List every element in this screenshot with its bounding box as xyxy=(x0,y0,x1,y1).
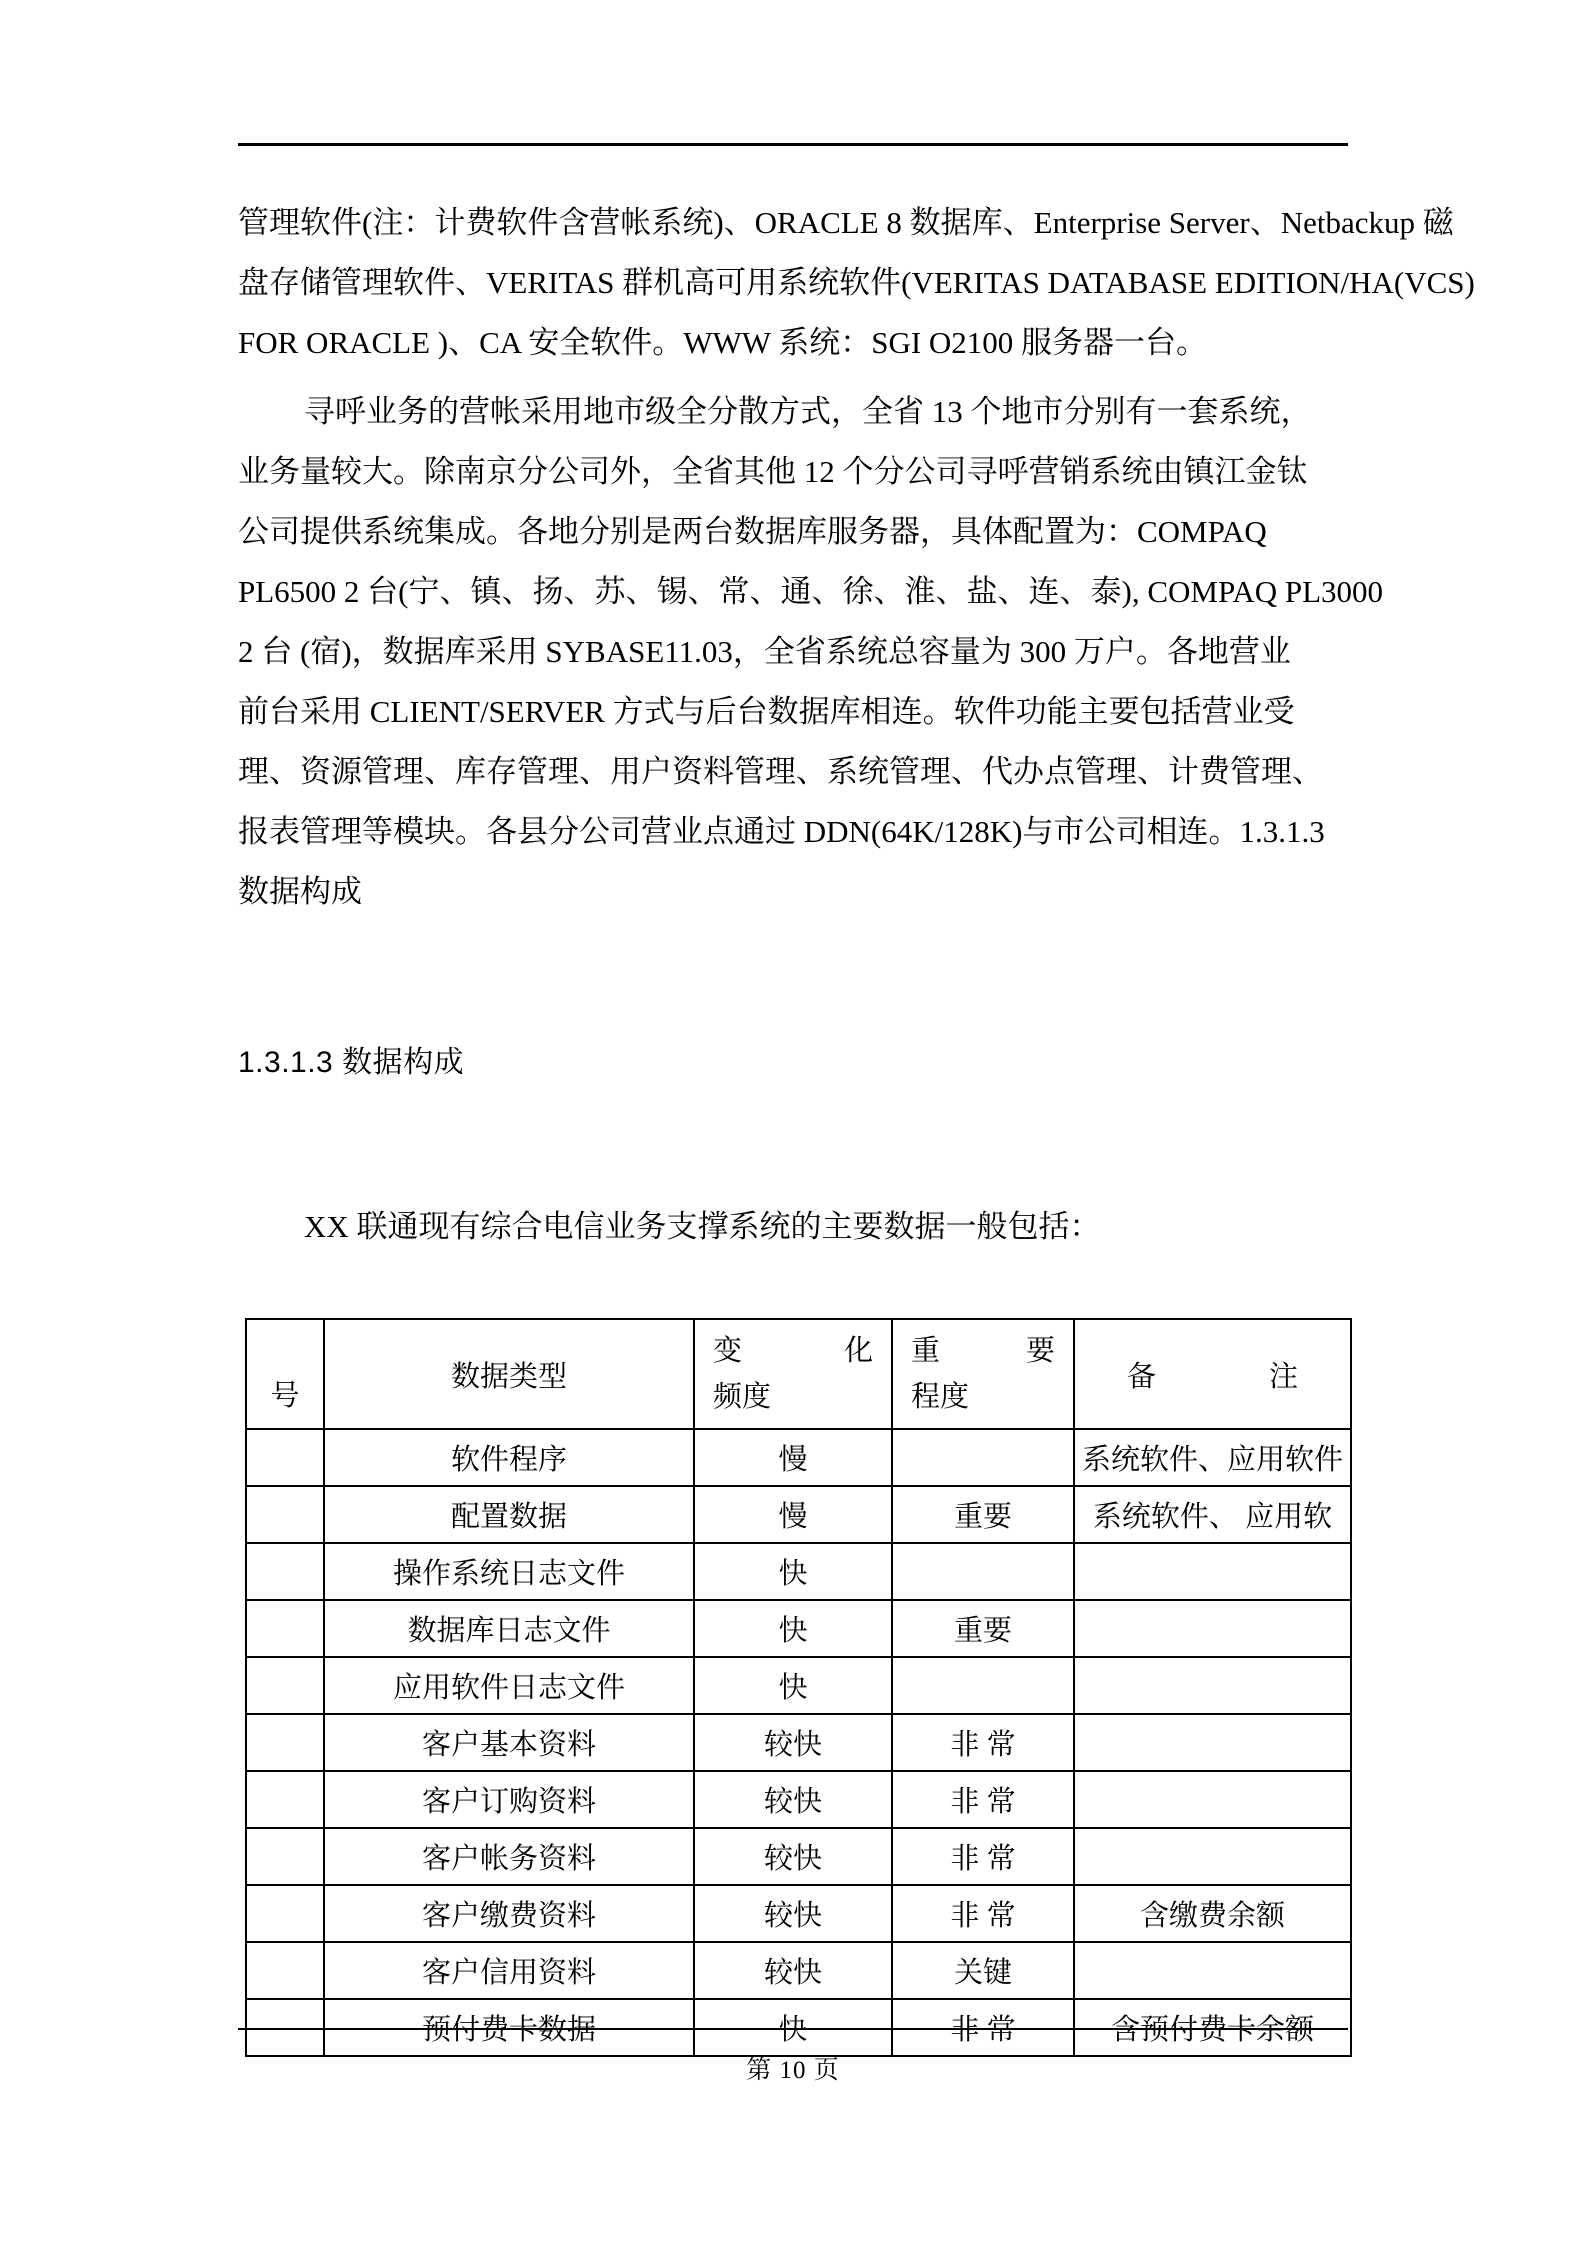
cell-importance xyxy=(892,1714,1074,1771)
paragraph-line: 前台采用 CLIENT/SERVER 方式与后台数据库相连。软件功能主要包括营业受 xyxy=(238,694,1295,729)
cell-frequency xyxy=(694,1714,892,1771)
page-footer: 第 10 页 xyxy=(746,2057,840,2084)
cell-importance-label: 非 常 xyxy=(950,1900,1016,1932)
cell-frequency-label: 较快 xyxy=(763,1786,822,1818)
cell-frequency-label: 慢 xyxy=(778,1501,808,1533)
cell-no xyxy=(246,1600,324,1657)
cell-note-label: 系统软件、 应用软 xyxy=(1092,1501,1333,1533)
cell-data-type xyxy=(324,1657,694,1714)
cell-importance xyxy=(892,1486,1074,1543)
cell-note-label: 系统软件、应用软件 xyxy=(1081,1444,1343,1476)
cell-importance-label: 非 常 xyxy=(950,1729,1016,1761)
cell-importance-label: 非 常 xyxy=(950,1843,1016,1875)
data-composition-table xyxy=(245,1318,1352,2057)
cell-data-type xyxy=(324,1429,694,1486)
cell-frequency-label: 较快 xyxy=(763,1957,822,1989)
header-cell-type xyxy=(324,1319,694,1429)
cell-importance xyxy=(892,1543,1074,1600)
paragraph-line: 2 台 (宿)，数据库采用 SYBASE11.03，全省系统总容量为 300 万户。各地营业 xyxy=(238,634,1291,669)
cell-no xyxy=(246,1429,324,1486)
header-cell-importance xyxy=(892,1319,1074,1429)
cell-note-label: 含预付费卡余额 xyxy=(1110,2014,1314,2046)
cell-frequency xyxy=(694,1885,892,1942)
cell-data-type-label: 应用软件日志文件 xyxy=(392,1672,625,1704)
cell-frequency-label: 较快 xyxy=(763,1843,822,1875)
cell-frequency-label: 快 xyxy=(778,1558,808,1590)
paragraph-paging-business xyxy=(238,382,1384,922)
table-row xyxy=(246,1771,1351,1828)
table-header xyxy=(246,1319,1351,1429)
cell-note xyxy=(1074,1543,1351,1600)
cell-note xyxy=(1074,1657,1351,1714)
cell-importance xyxy=(892,1828,1074,1885)
cell-note xyxy=(1074,1600,1351,1657)
cell-frequency xyxy=(694,1543,892,1600)
cell-importance-label: 关键 xyxy=(953,1957,1012,1989)
cell-importance xyxy=(892,1942,1074,1999)
cell-data-type-label: 客户基本资料 xyxy=(421,1729,596,1761)
paragraph-line: 业务量较大。除南京分公司外，全省其他 12 个分公司寻呼营销系统由镇江金钛 xyxy=(238,454,1308,489)
paragraph-line: 盘存储管理软件、VERITAS 群机高可用系统软件(VERITAS DATABASE EDITION/HA(VCS) xyxy=(238,265,1475,300)
table-row xyxy=(246,1600,1351,1657)
cell-note xyxy=(1074,1942,1351,1999)
cell-data-type xyxy=(324,1771,694,1828)
paragraph-line: 报表管理等模块。各县分公司营业点通过 DDN(64K/128K)与市公司相连。1.3.1.3 xyxy=(238,814,1325,849)
cell-data-type-label: 数据库日志文件 xyxy=(407,1615,611,1647)
cell-no xyxy=(246,1828,324,1885)
cell-importance-label: 重要 xyxy=(953,1501,1012,1533)
cell-frequency xyxy=(694,1429,892,1486)
cell-frequency xyxy=(694,1828,892,1885)
cell-data-type xyxy=(324,1942,694,1999)
header-cell-note xyxy=(1074,1319,1351,1429)
cell-data-type xyxy=(324,1486,694,1543)
header-label-frequency-line1: 变 化 xyxy=(713,1335,873,1367)
cell-importance xyxy=(892,1429,1074,1486)
cell-no xyxy=(246,1771,324,1828)
footer-divider xyxy=(238,2028,1348,2030)
cell-data-type-label: 软件程序 xyxy=(450,1444,567,1476)
table-row xyxy=(246,1486,1351,1543)
cell-frequency xyxy=(694,1942,892,1999)
cell-note xyxy=(1074,1771,1351,1828)
cell-frequency-label: 较快 xyxy=(763,1729,822,1761)
cell-importance xyxy=(892,1657,1074,1714)
cell-data-type xyxy=(324,1600,694,1657)
paragraph-line: PL6500 2 台(宁、镇、扬、苏、锡、常、通、徐、淮、盐、连、泰), COMPAQ PL3000 xyxy=(238,574,1384,609)
cell-note xyxy=(1074,1828,1351,1885)
cell-no xyxy=(246,1942,324,1999)
paragraph-line: 理、资源管理、库存管理、用户资料管理、系统管理、代办点管理、计费管理、 xyxy=(238,754,1323,789)
cell-data-type-label: 配置数据 xyxy=(450,1501,567,1533)
header-cell-frequency xyxy=(694,1319,892,1429)
cell-importance xyxy=(892,1885,1074,1942)
cell-data-type-label: 客户缴费资料 xyxy=(421,1900,596,1932)
cell-frequency-label: 快 xyxy=(778,1672,808,1704)
cell-data-type-label: 预付费卡数据 xyxy=(421,2014,596,2046)
cell-frequency xyxy=(694,1600,892,1657)
paragraph-line: 寻呼业务的营帐采用地市级全分散方式，全省 13 个地市分别有一套系统， xyxy=(304,394,1312,429)
cell-no xyxy=(246,1657,324,1714)
cell-data-type-label: 操作系统日志文件 xyxy=(392,1558,625,1590)
cell-frequency-label: 快 xyxy=(778,2014,808,2046)
header-label-importance-line2: 程度 xyxy=(911,1381,970,1413)
cell-data-type-label: 客户订购资料 xyxy=(421,1786,596,1818)
cell-importance-label: 非 常 xyxy=(950,1786,1016,1818)
paragraph-line: 管理软件(注：计费软件含营帐系统)、ORACLE 8 数据库、Enterprise Server、Netbackup 磁 xyxy=(238,205,1454,240)
cell-frequency-label: 较快 xyxy=(763,1900,822,1932)
table-row xyxy=(246,1657,1351,1714)
cell-frequency xyxy=(694,1771,892,1828)
cell-frequency xyxy=(694,1486,892,1543)
table-row xyxy=(246,1942,1351,1999)
header-label-note: 备 注 xyxy=(1127,1360,1298,1393)
cell-no xyxy=(246,1714,324,1771)
cell-importance xyxy=(892,1771,1074,1828)
table-header-row xyxy=(246,1319,1351,1429)
cell-data-type xyxy=(324,1714,694,1771)
cell-no xyxy=(246,1486,324,1543)
table-row xyxy=(246,1828,1351,1885)
cell-data-type xyxy=(324,1828,694,1885)
cell-importance-label: 非 常 xyxy=(950,2014,1016,2046)
paragraph-line: 数据构成 xyxy=(238,874,362,909)
table-row xyxy=(246,1543,1351,1600)
cell-importance xyxy=(892,1600,1074,1657)
header-label-frequency-line2: 频度 xyxy=(713,1381,772,1413)
cell-frequency xyxy=(694,1657,892,1714)
cell-note xyxy=(1074,1429,1351,1486)
cell-note xyxy=(1074,1486,1351,1543)
cell-data-type xyxy=(324,1543,694,1600)
paragraph-line: 公司提供系统集成。各地分别是两台数据库服务器，具体配置为：COMPAQ xyxy=(238,514,1267,549)
cell-frequency-label: 快 xyxy=(778,1615,808,1647)
cell-no xyxy=(246,1543,324,1600)
cell-note xyxy=(1074,1714,1351,1771)
cell-data-type-label: 客户信用资料 xyxy=(421,1957,596,1989)
table-row xyxy=(246,1714,1351,1771)
cell-importance-label: 重要 xyxy=(953,1615,1012,1647)
paragraph-line: FOR ORACLE )、CA 安全软件。WWW 系统：SGI O2100 服务器一台。 xyxy=(238,325,1208,360)
cell-frequency-label: 慢 xyxy=(778,1444,808,1476)
cell-data-type-label: 客户帐务资料 xyxy=(421,1843,596,1875)
header-label-no: 号 xyxy=(270,1380,300,1412)
section-heading: 1.3.1.3 数据构成 xyxy=(238,1046,465,1079)
header-divider xyxy=(238,143,1348,146)
cell-note-label: 含缴费余额 xyxy=(1139,1900,1285,1932)
cell-data-type xyxy=(324,1885,694,1942)
table-body xyxy=(246,1429,1351,2056)
table-row xyxy=(246,1885,1351,1942)
header-cell-no xyxy=(246,1319,324,1429)
header-label-type: 数据类型 xyxy=(450,1360,567,1393)
paragraph-hardware-software xyxy=(238,193,1475,373)
cell-note xyxy=(1074,1885,1351,1942)
header-label-importance-line1: 重 要 xyxy=(911,1335,1055,1367)
cell-no xyxy=(246,1885,324,1942)
table-row xyxy=(246,1429,1351,1486)
table-intro-text: XX 联通现有综合电信业务支撑系统的主要数据一般包括： xyxy=(304,1209,1101,1244)
